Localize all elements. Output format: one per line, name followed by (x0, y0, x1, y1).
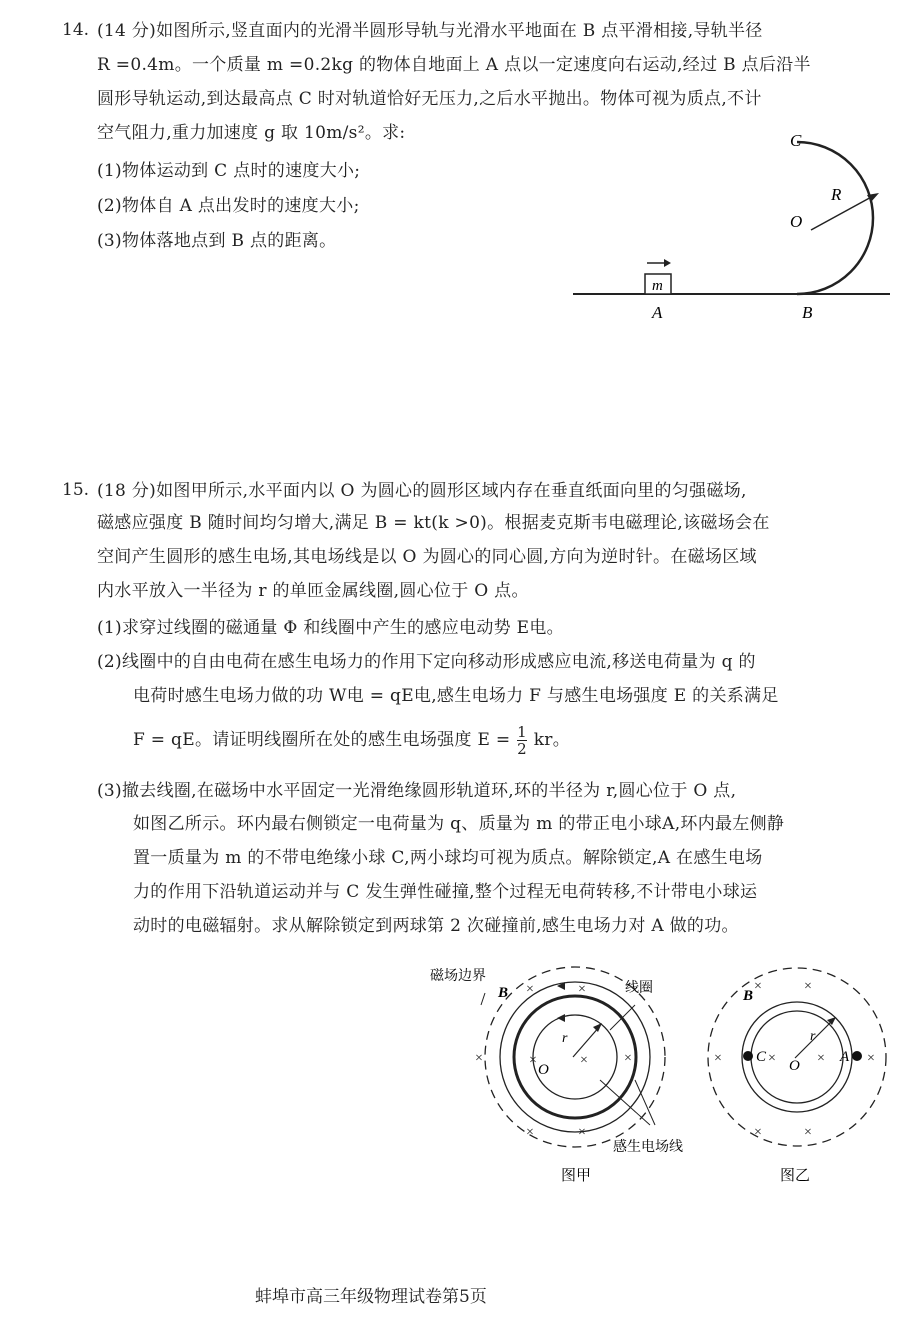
svg-text:×: × (754, 979, 762, 994)
svg-text:×: × (580, 1053, 588, 1068)
fraction (517, 724, 527, 757)
page-footer: 蚌埠市高三年级物理试卷第5页 (255, 1287, 487, 1307)
text-line (133, 722, 570, 758)
figure-jia (425, 960, 705, 1190)
text-line: 置一质量为 m 的不带电绝缘小球 C,两小球均可视为质点。解除锁定,A 在感生电场 (133, 848, 763, 868)
svg-text:×: × (526, 1125, 534, 1140)
svg-text:×: × (867, 1051, 875, 1066)
sub-question-3: (3)物体落地点到 B 点的距离。 (97, 231, 337, 251)
svg-text:×: × (529, 1053, 537, 1068)
svg-text:×: × (817, 1051, 825, 1066)
label-m: m (652, 278, 663, 294)
text-line: (18 分)如图甲所示,水平面内以 O 为圆心的圆形区域内存在垂直纸面向里的匀强磁场, (97, 481, 747, 501)
figure-yi (700, 960, 900, 1190)
numerator: 1 (517, 723, 527, 741)
label-a: A (652, 303, 663, 322)
label-o: O (538, 1062, 549, 1078)
label-o: O (789, 1058, 800, 1074)
text-line: 动时的电磁辐射。求从解除锁定到两球第 2 次碰撞前,感生电场力对 A 做的功。 (133, 916, 739, 936)
text-line: 电荷时感生电场力做的功 W电 = qE电,感生电场力 F 与感生电场强度 E 的关系满足 (133, 686, 779, 706)
text-line: 内水平放入一半径为 r 的单匝金属线圈,圆心位于 O 点。 (97, 581, 529, 601)
sub-question-3: (3)撤去线圈,在磁场中水平固定一光滑绝缘圆形轨道环,环的半径为 r,圆心位于 O 点, (97, 781, 737, 801)
text-line: (14 分)如图所示,竖直面内的光滑半圆形导轨与光滑水平地面在 B 点平滑相接,导轨半径 (97, 21, 763, 41)
formula-text: kr。 (533, 730, 571, 750)
question-number: 14. (62, 20, 90, 40)
svg-text:×: × (475, 1051, 483, 1066)
question-number: 15. (62, 480, 90, 500)
text-line: 磁感应强度 B 随时间均匀增大,满足 B = kt(k >0)。根据麦克斯韦电磁理论,该磁场会在 (97, 513, 770, 533)
text-line: 如图乙所示。环内最右侧锁定一电荷量为 q、质量为 m 的带正电小球A,环内最左侧静 (133, 814, 785, 834)
label-b: B (498, 985, 509, 1001)
label-a: A (840, 1049, 850, 1065)
denominator: 2 (517, 740, 527, 758)
formula-text: F = qE。请证明线圈所在处的感生电场强度 E = (133, 730, 511, 750)
svg-text:×: × (578, 1125, 586, 1140)
caption-jia: 图甲 (561, 1166, 592, 1184)
ball-c (743, 1051, 753, 1061)
semicircle-track-figure (565, 125, 900, 325)
ball-a (852, 1051, 862, 1061)
svg-text:×: × (526, 982, 534, 997)
label-b: B (802, 303, 813, 322)
label-r: r (562, 1031, 568, 1046)
svg-text:×: × (578, 982, 586, 997)
label-b: B (743, 988, 754, 1004)
label-r: R (831, 185, 842, 204)
svg-text:×: × (624, 1051, 632, 1066)
svg-text:×: × (754, 1125, 762, 1140)
label-r: r (810, 1029, 816, 1044)
sub-question-1: (1)求穿过线圈的磁通量 Φ 和线圈中产生的感应电动势 E电。 (97, 618, 564, 638)
label-coil: 线圈 (625, 980, 653, 996)
text-line: 力的作用下沿轨道运动并与 C 发生弹性碰撞,整个过程无电荷转移,不计带电小球运 (133, 882, 758, 902)
svg-text:×: × (804, 1125, 812, 1140)
text-line: 空气阻力,重力加速度 g 取 10m/s²。求: (97, 123, 406, 143)
text-line: 圆形导轨运动,到达最高点 C 时对轨道恰好无压力,之后水平抛出。物体可视为质点,不计 (97, 89, 762, 109)
sub-question-2: (2)物体自 A 点出发时的速度大小; (97, 196, 360, 216)
label-c: C (790, 131, 802, 150)
sub-question-2: (2)线圈中的自由电荷在感生电场力的作用下定向移动形成感应电流,移送电荷量为 q 的 (97, 652, 756, 672)
caption-yi: 图乙 (780, 1166, 811, 1184)
svg-text:×: × (768, 1051, 776, 1066)
text-line: R =0.4m。一个质量 m =0.2kg 的物体自地面上 A 点以一定速度向右运动,经过 B 点后沿半 (97, 55, 811, 75)
svg-text:×: × (804, 979, 812, 994)
svg-text:×: × (714, 1051, 722, 1066)
sub-question-1: (1)物体运动到 C 点时的速度大小; (97, 161, 361, 181)
label-induced-field-lines: 感生电场线 (613, 1139, 683, 1155)
text-line: 空间产生圆形的感生电场,其电场线是以 O 为圆心的同心圆,方向为逆时针。在磁场区域 (97, 547, 757, 567)
label-o: O (790, 212, 803, 231)
label-magnetic-boundary: 磁场边界 (430, 968, 486, 984)
label-c: C (756, 1049, 767, 1065)
